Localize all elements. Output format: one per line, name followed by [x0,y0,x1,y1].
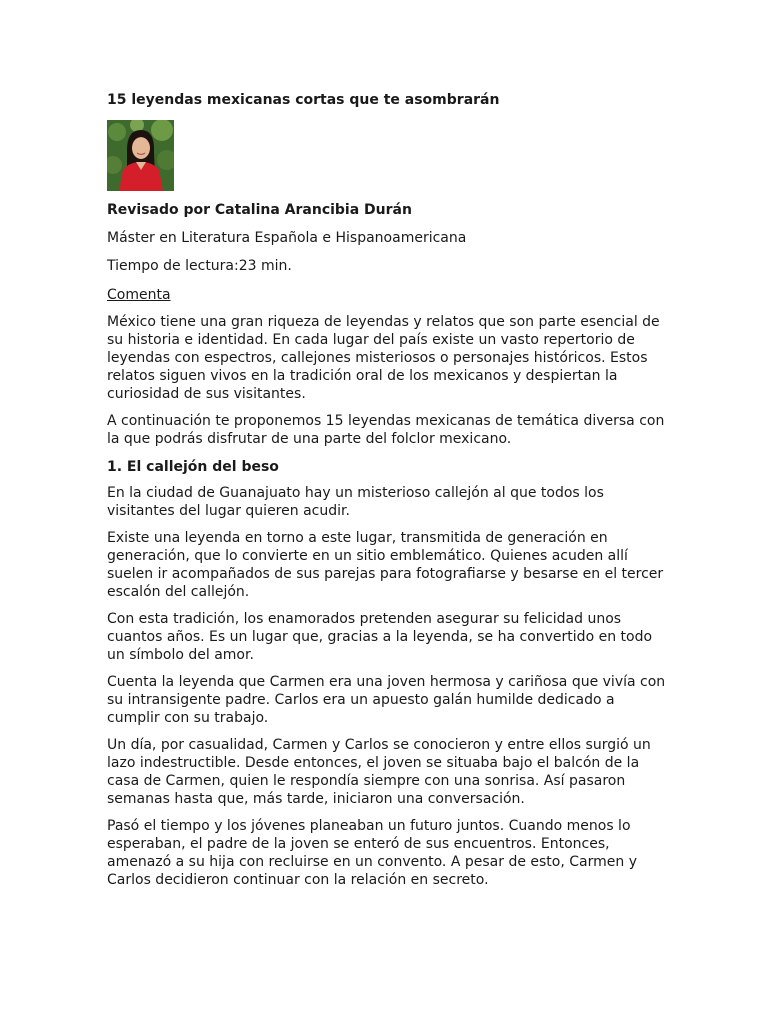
reading-time: Tiempo de lectura:23 min. [107,258,292,274]
body-paragraph: Pasó el tiempo y los jóvenes planeaban un futuro juntos. Cuando menos lo esperaban, el padre de la joven se enteró de sus encuentros. Entonces, amenazó a su hija con recluirse en un convento. A pesar de esto, Carmen y Carlos decidieron continuar con la relación en secreto. [107,818,637,888]
comment-link[interactable]: Comenta [107,287,171,303]
reviewer-credentials: Máster en Literatura Española e Hispanoamericana [107,230,467,246]
intro-paragraph: México tiene una gran riqueza de leyendas y relatos que son parte esencial de su historia e identidad. En cada lugar del país existe un vasto repertorio de leyendas con espectros, callejones misteriosos o personajes históricos. Estos relatos siguen vivos en la tradición oral de los mexicanos y despiertan la curiosidad de sus visitantes. [107,314,660,402]
reviewer-name: Revisado por Catalina Arancibia Durán [107,202,412,218]
intro-paragraph: A continuación te proponemos 15 leyendas mexicanas de temática diversa con la que podrás disfrutar de una parte del folclor mexicano. [107,413,665,447]
body-paragraph: Con esta tradición, los enamorados pretenden asegurar su felicidad unos cuantos años. Es un lugar que, gracias a la leyenda, se ha convertido en todo un símbolo del amor. [107,611,653,663]
body-paragraph: Cuenta la leyenda que Carmen era una joven hermosa y cariñosa que vivía con su intransigente padre. Carlos era un apuesto galán humilde dedicado a cumplir con su trabajo. [107,674,666,726]
document-page [107,90,667,898]
section-heading: 1. El callejón del beso [107,459,279,475]
body-paragraph: Existe una leyenda en torno a este lugar, transmitida de generación en generación, que lo convierte en un sitio emblemático. Quienes acuden allí suelen ir acompañados de sus parejas para fotografiarse y besarse en el tercer escalón del callejón. [107,530,664,600]
body-paragraph: Un día, por casualidad, Carmen y Carlos se conocieron y entre ellos surgió un lazo indestructible. Desde entonces, el joven se situaba bajo el balcón de la casa de Carmen, quien le respondía siempre con una sonrisa. Así pasaron semanas hasta que, más tarde, iniciaron una conversación. [107,737,651,807]
article-title: 15 leyendas mexicanas cortas que te asombrarán [107,92,500,108]
body-paragraph: En la ciudad de Guanajuato hay un misterioso callejón al que todos los visitantes del lugar quieren acudir. [107,485,604,519]
author-photo [107,120,174,191]
